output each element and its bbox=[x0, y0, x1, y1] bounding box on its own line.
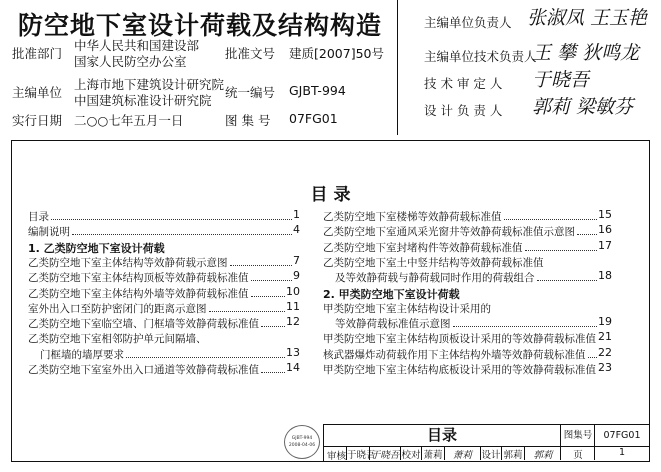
toc-left-entry-title: 乙类防空地下室室外出入口通道等效静荷载标准值 bbox=[28, 364, 259, 376]
unified-no-label: 统一编号 bbox=[225, 85, 276, 100]
toc-right-entry-leader bbox=[525, 250, 597, 251]
toc-right-entry-title: 2. 甲类防空地下室设计荷载 bbox=[323, 287, 460, 301]
role-signature-4: 郭莉 梁敏芬 bbox=[532, 96, 634, 118]
toc-right-entry-page: 18 bbox=[598, 269, 612, 283]
title-block-name: 目录 bbox=[426, 426, 457, 444]
toc-right-entry-page: 21 bbox=[598, 330, 612, 344]
approval-doc-value: 建质[2007]50号 bbox=[289, 46, 384, 61]
editor-label: 主编单位 bbox=[12, 85, 63, 100]
approval-dept-line1: 中华人民共和国建设部 bbox=[74, 38, 200, 53]
toc-left-entry-page: 11 bbox=[286, 299, 300, 313]
toc-left-entry-page: 9 bbox=[293, 269, 300, 283]
atlas-no-value: 07FG01 bbox=[289, 111, 338, 126]
editor-line2: 中国建筑标准设计研究院 bbox=[74, 93, 212, 108]
toc-right-entry-title: 甲类防空地下室主体结构底板设计采用的等效静荷载标准值 bbox=[323, 364, 596, 376]
review-name: 于晓吾 bbox=[346, 447, 369, 460]
toc-right-entry-title: 等效静荷载标准值示意图 bbox=[335, 318, 451, 331]
toc-right-entry-page: 23 bbox=[598, 361, 612, 374]
role-signature-1: 张淑凤 王玉艳 bbox=[527, 7, 648, 29]
role-signature-3: 于晓吾 bbox=[532, 69, 590, 91]
document-title: 防空地下室设计荷载及结构构造 bbox=[18, 11, 383, 40]
design-label: 设计 bbox=[480, 447, 501, 460]
toc-right-entry-page: 22 bbox=[598, 345, 612, 359]
page-value-cell: 1 bbox=[594, 447, 649, 460]
toc-left-entry-leader bbox=[126, 357, 285, 358]
toc-right-entry-leader bbox=[504, 219, 597, 220]
toc-left-entry-title: 编制说明 bbox=[28, 226, 70, 239]
toc-right-entry-leader bbox=[537, 280, 597, 281]
toc-left-entry-page: 12 bbox=[286, 315, 300, 329]
toc-right-entry-title: 乙类防空地下室通风采光窗井等效静荷载标准值示意图 bbox=[323, 226, 575, 239]
approval-dept-label: 批准部门 bbox=[12, 46, 63, 61]
toc-left-entry-page: 14 bbox=[286, 361, 300, 374]
toc-right-entry-title: 及等效静荷载与静荷载同时作用的荷载组合 bbox=[335, 272, 535, 285]
stamp-line1: GJBT-994 bbox=[291, 436, 313, 441]
approval-doc-label: 批准文号 bbox=[225, 46, 276, 61]
toc-left-entry-page: 7 bbox=[293, 253, 300, 267]
toc-right-entry-page: 19 bbox=[598, 315, 612, 329]
page-label-cell: 页 bbox=[560, 447, 595, 460]
toc-right-entry-title: 甲类防空地下室主体结构顶板设计采用的等效静荷载标准值 bbox=[323, 333, 596, 346]
impl-date-value: 二○○七年五月一日 bbox=[74, 113, 184, 128]
atlas-label-cell: 图集号 bbox=[560, 425, 595, 446]
toc-left-entry-page: 10 bbox=[286, 284, 300, 298]
role-label-3: 技 术 审 定 人 bbox=[424, 76, 503, 91]
toc-left-entry-leader bbox=[209, 311, 285, 312]
toc-right-entry-title: 乙类防空地下室封堵构件等效静荷载标准值 bbox=[323, 241, 523, 254]
unified-no-value: GJBT-994 bbox=[289, 83, 346, 98]
role-label-2: 主编单位技术负责人 bbox=[424, 49, 537, 64]
toc-left-entry-title: 目录 bbox=[28, 211, 49, 223]
atlas-value-cell: 07FG01 bbox=[594, 425, 649, 446]
toc-left-entry-title: 门框墙的墙厚要求 bbox=[40, 348, 124, 361]
design-signature: 郭莉 bbox=[524, 447, 561, 460]
toc-right-entry-title: 乙类防空地下室楼梯等效静荷载标准值 bbox=[323, 211, 502, 223]
toc-right-entry-page: 15 bbox=[598, 208, 612, 221]
toc-left-entry-page: 1 bbox=[293, 208, 300, 221]
approval-dept-line2: 国家人民防空办公室 bbox=[74, 54, 187, 69]
review-signature: 于晓吾 bbox=[369, 447, 400, 460]
role-signature-2: 王 攀 狄鸣龙 bbox=[532, 42, 640, 64]
review-label: 审核 bbox=[327, 451, 347, 462]
toc-left-entry-title: 乙类防空地下室主体结构等效静荷载示意图 bbox=[28, 256, 228, 269]
check-name: 萧莉 bbox=[421, 447, 444, 460]
toc-right-entry-title: 甲类防空地下室主体结构设计采用的 bbox=[323, 302, 491, 315]
role-label-4: 设 计 负 责 人 bbox=[424, 103, 503, 118]
toc-left-entry-title: 乙类防空地下室主体结构外墙等效静荷载标准值 bbox=[28, 287, 249, 300]
toc-right-entry-page: 17 bbox=[598, 238, 612, 252]
role-label-1: 主编单位负责人 bbox=[424, 15, 512, 30]
toc-left-entry-page: 4 bbox=[293, 223, 300, 237]
check-signature: 萧莉 bbox=[444, 447, 480, 460]
toc-left-entry-leader bbox=[72, 234, 292, 235]
toc-left-entry-title: 乙类防空地下室主体结构顶板等效静荷载标准值 bbox=[28, 272, 249, 285]
toc-left-entry-page: 13 bbox=[286, 345, 300, 359]
editor-line1: 上海市地下建筑设计研究院 bbox=[74, 77, 225, 92]
registration-stamp bbox=[284, 425, 320, 459]
toc-right-entry-page: 16 bbox=[598, 223, 612, 237]
toc-left-entry-title: 乙类防空地下室相邻防护单元间隔墙、 bbox=[28, 333, 207, 346]
toc-right-entry-leader bbox=[453, 326, 597, 327]
header-divider bbox=[397, 0, 398, 135]
toc-heading: 目 录 bbox=[310, 185, 351, 205]
design-name: 郭莉 bbox=[501, 447, 524, 460]
toc-right-entry-title: 核武器爆炸动荷载作用下主体结构外墙等效静荷载标准值 bbox=[323, 348, 586, 361]
toc-left-entry-title: 乙类防空地下室临空墙、门框墙等效静荷载标准值 bbox=[28, 318, 259, 331]
toc-left-entry-title: 室外出入口至防护密闭门的距离示意图 bbox=[28, 302, 207, 315]
atlas-no-label: 图 集 号 bbox=[225, 113, 271, 128]
check-label: 校对 bbox=[400, 447, 421, 460]
stamp-line2: 2008-04-06 bbox=[288, 443, 316, 448]
toc-right-entry-title: 乙类防空地下室土中竖井结构等效静荷载标准值 bbox=[323, 256, 544, 269]
toc-left-entry-leader bbox=[51, 219, 292, 220]
toc-left-entry-title: 1. 乙类防空地下室设计荷载 bbox=[28, 241, 165, 255]
impl-date-label: 实行日期 bbox=[12, 113, 63, 128]
